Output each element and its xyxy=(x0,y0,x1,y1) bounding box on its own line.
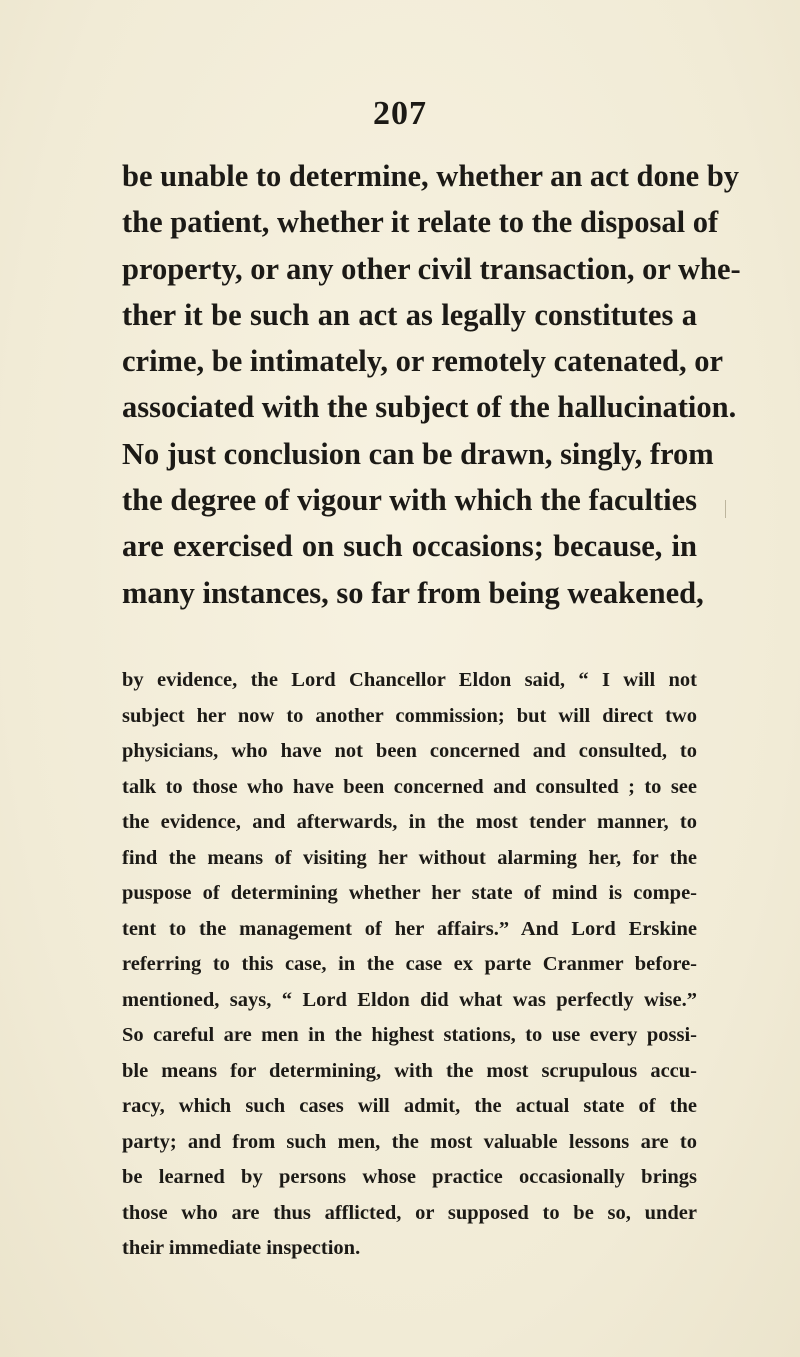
text-line: racy, which such cases will admit, the actual state of the xyxy=(122,1095,697,1117)
text-line: physicians, who have not been concerned and consulted, to xyxy=(122,740,697,762)
text-line: ble means for determining, with the most scrupulous accu- xyxy=(122,1059,697,1082)
text-line: party; and from such men, the most valuable lessons are to xyxy=(122,1130,697,1153)
text-line: puspose of determining whether her state of mind is compe- xyxy=(122,882,697,904)
text-line: tent to the management of her affairs.” And Lord Erskine xyxy=(122,917,697,940)
text-line: find the means of visiting her without alarming her, for the xyxy=(122,846,697,869)
text-line: are exercised on such occasions; because, in xyxy=(122,529,697,564)
text-line: property, or any other civil transaction, or whe- xyxy=(122,251,741,286)
text-line: mentioned, says, “ Lord Eldon did what was perfectly wise.” xyxy=(122,988,697,1011)
text-line: many instances, so far from being weakened, xyxy=(122,575,704,610)
main-paragraph xyxy=(122,153,741,616)
text-line: subject her now to another commission; but will direct two xyxy=(122,704,697,727)
text-line: the evidence, and afterwards, in the most tender manner, to xyxy=(122,811,697,833)
margin-mark xyxy=(725,500,726,518)
page-number: 207 xyxy=(373,95,427,132)
text-line: associated with the subject of the hallucination. xyxy=(122,390,737,425)
text-line: referring to this case, in the case ex parte Cranmer before- xyxy=(122,953,697,975)
text-line: crime, be intimately, or remotely catenated, or xyxy=(122,344,724,379)
quoted-paragraph xyxy=(122,663,697,1267)
text-line: No just conclusion can be drawn, singly, from xyxy=(122,436,714,471)
text-line: the degree of vigour with which the faculties xyxy=(122,483,697,518)
text-line: So careful are men in the highest stations, to use every possi- xyxy=(122,1024,697,1046)
text-line: by evidence, the Lord Chancellor Eldon said, “ I will not xyxy=(122,669,697,691)
text-line: their immediate inspection. xyxy=(122,1237,361,1259)
text-line: be learned by persons whose practice occasionally brings xyxy=(122,1166,697,1188)
text-line: ther it be such an act as legally constitutes a xyxy=(122,297,697,332)
text-line: be unable to determine, whether an act done by xyxy=(122,159,740,193)
text-line: talk to those who have been concerned and consulted ; to see xyxy=(122,775,697,798)
text-line: the patient, whether it relate to the disposal of xyxy=(122,205,719,240)
text-line: those who are thus afflicted, or supposed to be so, under xyxy=(122,1201,697,1224)
